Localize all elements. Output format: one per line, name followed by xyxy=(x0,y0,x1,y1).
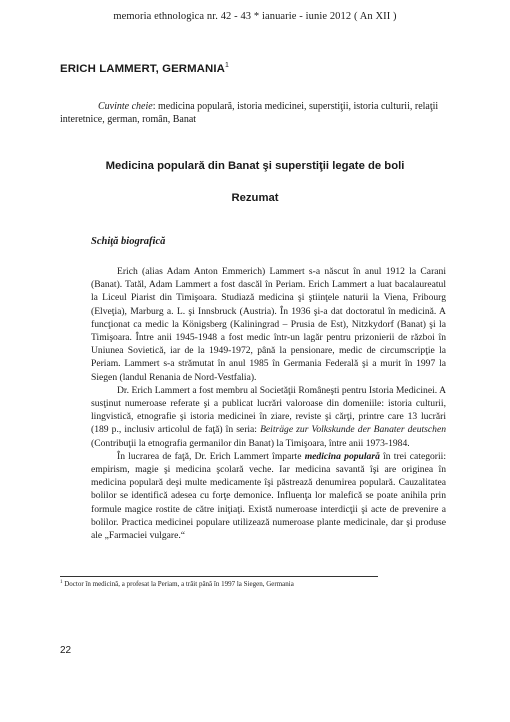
paragraph-2-part-1: Dr. Erich Lammert a fost membru al Societăţii Româneşti pentru Istoria Medicinei. A susţinut numeroase referate şi a publicat lucrări valoroase din domeniile: istoria culturii, lingvistică, etnografie şi istoria medicinei în ziare, reviste şi cărţi, printre care 13 lucrări (189 p., inclusiv articolul de faţă) în seria: xyxy=(91,384,446,436)
body-text xyxy=(91,265,446,542)
series-title: Beiträge zur Volkskunde der Banater deutschen xyxy=(260,424,446,436)
paragraph-3-part-2: în trei categorii: empirism, magie şi medicina şcolară veche. Iar medicina savantă îşi are originea în medicina populară deşi multe medicamente îşi păstrează denumirea populară. Cauzalitatea bolilor se identifică adesea cu forţe demonice. Influenţa lor malefică se poate anihila prin formule magice rostite de către iniţiaţi. Există numeroase interdicţii şi acte de prevenire a bolilor. Practica medicinei populare utilizează numeroase plante medicinale, dar şi produse ale „Farmaciei vulgare.“ xyxy=(91,450,447,542)
paragraph-2 xyxy=(91,384,446,450)
paragraph-1: Erich (alias Adam Anton Emmerich) Lammert s-a născut în anul 1912 la Carani (Banat). Tatăl, Adam Lammert a fost dascăl în Periam. Erich Lammert a luat bacalaureatul la Liceul Piarist din Timişoara. Studiază medicina şi ştiinţele naturii la Viena, Fribourg (Elveţia), Marburg a. L. şi Innsbruck (Austria). În 1936 şi-a dat doctoratul în medicină. A funcţionat ca medic la Königsberg (Kaliningrad – Prusia de Est), Nitzkydorf (Banat) şi la Timişoara. Între anii 1945-1948 a fost medic într-un lagăr pentru prizonierii de război în Uniunea Sovietică, iar de la 1949-1972, până la pensionare, medic de circumscripţie la Periam. Lammert s-a strămutat în anul 1985 în Germania Federală şi a murit în 1997 la Siegen (landul Renania de Nord-Vestfalia). xyxy=(91,266,446,383)
author-line xyxy=(60,62,229,75)
footnote xyxy=(60,580,460,588)
paragraph-3 xyxy=(91,450,446,542)
keywords xyxy=(60,100,460,126)
footnote-mark: 1 xyxy=(60,580,63,585)
paragraph-3-part-1: În lucrarea de faţă, Dr. Erich Lammert împarte xyxy=(117,450,305,462)
paragraph-2-part-2: (Contribuţii la etnografia germanilor din Banat) la Timişoara, între anii 1973-1984. xyxy=(91,437,410,449)
journal-header: memoria ethnologica nr. 42 - 43 * ianuarie - iunie 2012 ( An XII ) xyxy=(113,11,397,22)
keywords-text: : medicina populară, istoria medicinei, superstiţii, istoria culturii, relaţii interetnice, german, român, Banat xyxy=(60,101,439,125)
abstract-title: Rezumat xyxy=(231,192,279,204)
author-footnote-mark: 1 xyxy=(224,62,229,69)
section-heading: Schiţă biografică xyxy=(91,236,166,247)
page-number: 22 xyxy=(60,645,72,656)
emphasis-term: medicina populară xyxy=(304,450,380,462)
author-name: ERICH LAMMERT, GERMANIA xyxy=(60,63,225,75)
keywords-label: Cuvinte cheie xyxy=(98,101,153,112)
footnote-divider xyxy=(60,576,378,577)
article-title: Medicina populară din Banat şi superstiţii legate de boli xyxy=(105,160,405,172)
footnote-text: Doctor în medicină, a profesat la Periam, a trăit până în 1997 la Siegen, Germania xyxy=(62,580,294,588)
